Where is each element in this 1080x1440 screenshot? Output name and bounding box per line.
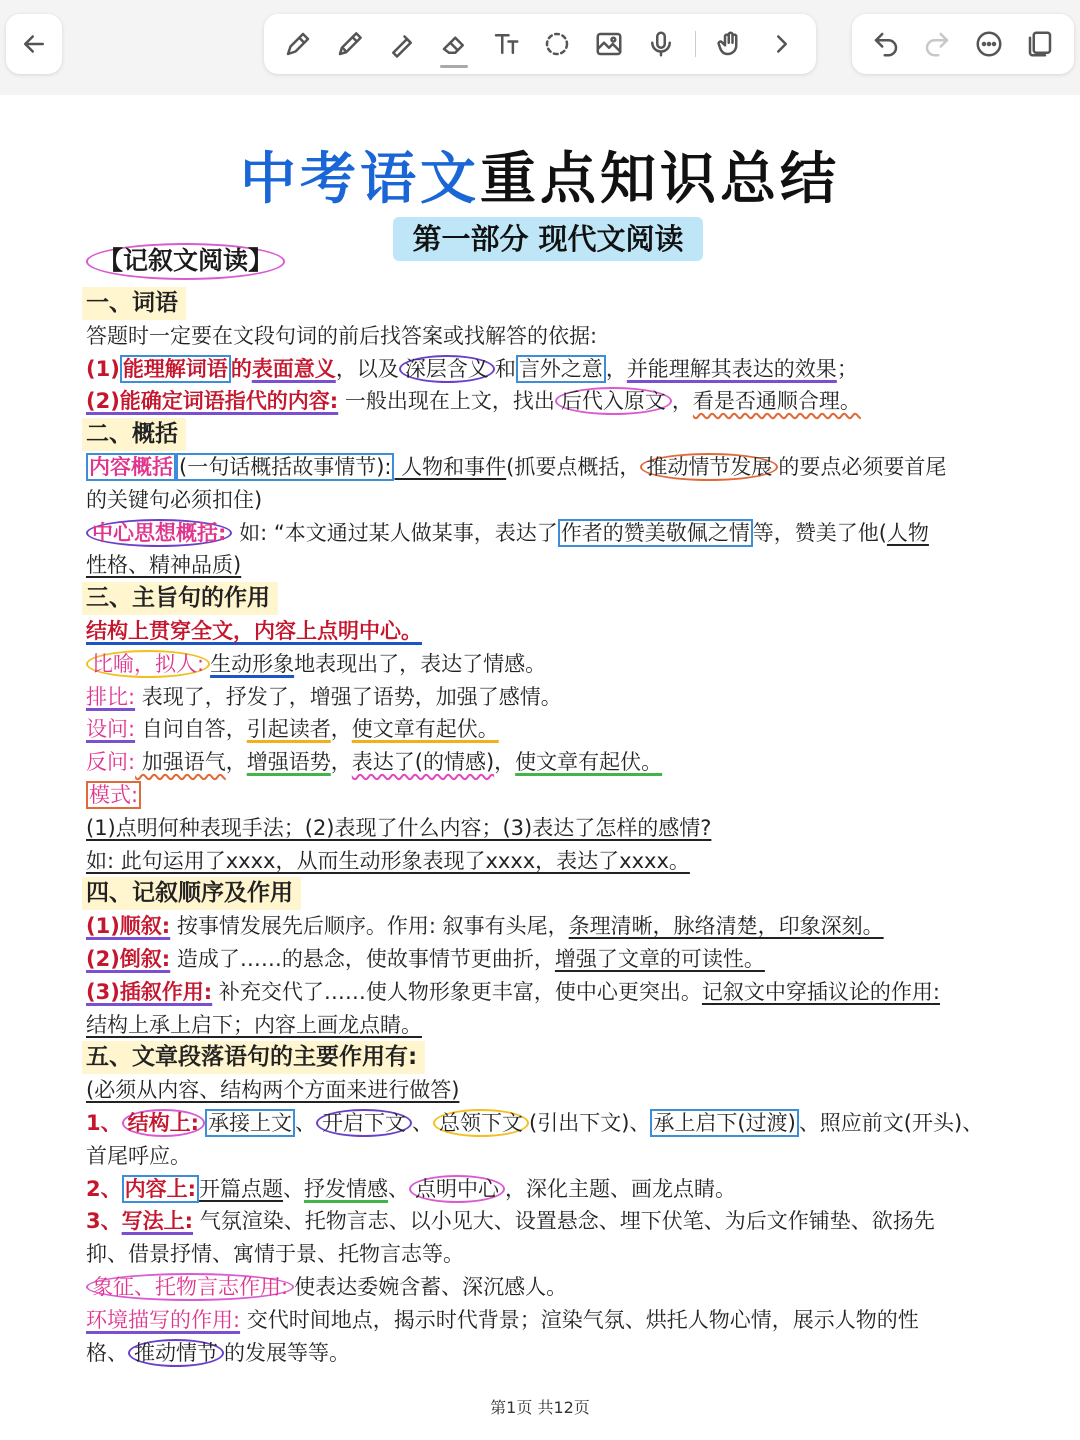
heading-s4: 四、记叙顺序及作用 (82, 877, 301, 910)
heading-s1: 一、词语 (82, 287, 186, 320)
page-footer: 第1页 共12页 (490, 1398, 590, 1417)
tools-pill (264, 14, 816, 74)
arrow-left-icon[interactable] (16, 26, 52, 62)
document-content (86, 243, 1036, 1369)
heading-s2: 二、概括 (82, 418, 186, 451)
text-line: (1)顺叙: 按事情发展先后顺序。作用: 叙事有头尾，条理清晰，脉络清楚，印象深刻。 (86, 914, 884, 939)
text-line: 结构上贯穿全文，内容上点明中心。 (86, 618, 422, 643)
text-line: 如: 此句运用了xxxx，从而生动形象表现了xxxx，表达了xxxx。 (86, 848, 690, 873)
text-line: (1) 能理解词语 的表面意义，以及 深层含义 和 言外之意 ，并能理解其表达的效果； (86, 356, 858, 381)
text-line: 1、 结构上: 承接上文 、 开启下文 、 总领下文 (引出下文)、 承上启下(过渡) 、照应前文(开头)、 (86, 1110, 984, 1135)
text-line: 象征、托物言志作用: 使表达委婉含蓄、深沉感人。 (86, 1271, 1036, 1304)
text-line: 环境描写的作用: 交代时间地点，揭示时代背景；渲染气氛、烘托人物心情，展示人物的性 (86, 1307, 919, 1332)
text-line: 设问: 自问自答，引起读者，使文章有起伏。 (86, 717, 499, 742)
document-page (0, 95, 1080, 1440)
text-line: (2)能确定词语指代的内容: 一般出现在上文，找出 后代入原文 ，看是否通顺合理。 (86, 389, 861, 414)
text-line: 中心思想概括: 如: “本文通过某人做某事，表达了 作者的赞美敬佩之情 等，赞美了他(人物 (86, 517, 1036, 550)
text-line: 比喻，拟人: 生动形象地表现出了，表达了情感。 (86, 648, 1036, 681)
section-label: 【记叙文阅读】 (86, 243, 285, 280)
chevron-right-icon[interactable] (764, 26, 800, 62)
undo-icon[interactable] (868, 26, 904, 62)
right-pill (852, 14, 1074, 74)
text-line: 2、 内容上: 开篇点题、抒发情感、 点明中心 ，深化主题、画龙点睛。 (86, 1176, 737, 1201)
separator (695, 31, 696, 57)
eraser-icon[interactable] (436, 26, 472, 62)
text-line: (必须从内容、结构两个方面来进行做答) (86, 1078, 460, 1103)
text-line: 内容概括 (一句话概括故事情节): 人物和事件(抓要点概括， 推动情节发展 的要点必须要首尾 (86, 451, 1036, 484)
heading-s3: 三、主旨句的作用 (82, 582, 278, 615)
text-line: 答题时一定要在文段句词的前后找答案或找解答的依据: (86, 323, 598, 348)
text-line: (2)倒叙: 造成了……的悬念，使故事情节更曲折，增强了文章的可读性。 (86, 946, 765, 971)
toolbar (0, 0, 1080, 95)
text-line: 首尾呼应。 (86, 1143, 191, 1168)
redo-icon[interactable] (919, 26, 955, 62)
title-black: 重点知识总结 (480, 147, 840, 212)
text-icon[interactable] (488, 26, 524, 62)
page-title (0, 135, 1080, 215)
text-line: 排比: 表现了，抒发了，增强了语势，加强了感情。 (86, 684, 562, 709)
pages-icon[interactable] (1022, 26, 1058, 62)
heading-s5: 五、文章段落语句的主要作用有: (82, 1041, 425, 1074)
text-line: 抑、借景抒情、寓情于景、托物言志等。 (86, 1242, 464, 1267)
image-icon[interactable] (591, 26, 627, 62)
text-line: 的关键句必须扣住) (86, 487, 263, 512)
text-line: 结构上承上启下；内容上画龙点睛。 (86, 1012, 422, 1037)
more-icon[interactable] (971, 26, 1007, 62)
title-blue: 中考语文 (240, 147, 480, 212)
pencil-icon[interactable] (332, 26, 368, 62)
section-subtitle: 第一部分 现代文阅读 (393, 217, 703, 261)
pen-icon[interactable] (280, 26, 316, 62)
microphone-icon[interactable] (643, 26, 679, 62)
text-line: 格、 推动情节 的发展等等。 (86, 1340, 350, 1365)
text-line: 3、写法上: 气氛渲染、托物言志、以小见大、设置悬念、埋下伏笔、为后文作铺垫、欲扬先 (86, 1209, 935, 1234)
text-line: (1)点明何种表现手法；(2)表现了什么内容；(3)表达了怎样的感情? (86, 815, 712, 840)
text-line: 模式: (86, 779, 1036, 812)
lasso-icon[interactable] (539, 26, 575, 62)
back-pill (6, 14, 62, 74)
text-line: 性格、精神品质) (86, 553, 242, 578)
highlighter-icon[interactable] (384, 26, 420, 62)
text-line: (3)插叙作用: 补充交代了……使人物形象更丰富，使中心更突出。记叙文中穿插议论的作用: (86, 979, 940, 1004)
text-line: 反问: 加强语气，增强语势，表达了(的情感)，使文章有起伏。 (86, 750, 663, 775)
hand-icon[interactable] (712, 26, 748, 62)
